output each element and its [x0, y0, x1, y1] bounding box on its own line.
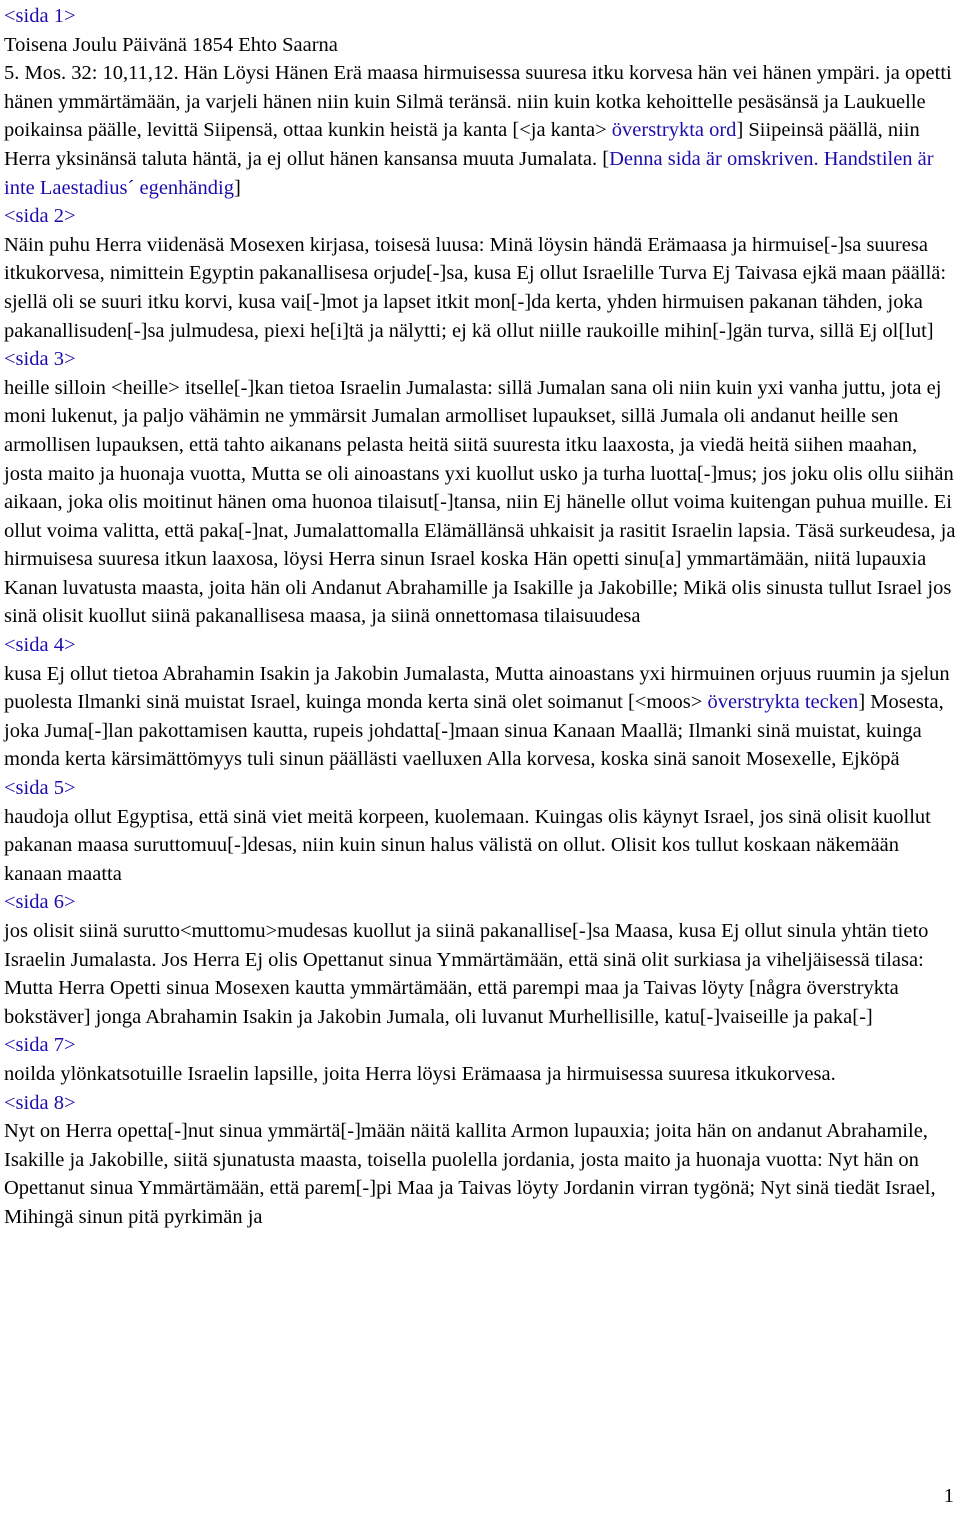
- page-marker: <sida 5>: [4, 777, 76, 800]
- page-number: 1: [943, 1485, 954, 1507]
- text-paragraph: [4, 1117, 958, 1231]
- editorial-note: Denna sida är omskriven. Handstilen är inte Laestadius´ egenhändig: [4, 147, 934, 199]
- text-paragraph: [4, 374, 958, 631]
- page-marker: <sida 7>: [4, 1034, 76, 1057]
- text-segment: 5. Mos. 32: 10,11,12. Hän Löysi Hänen Erä maasa hirmuisessa suuresa itku korvesa hän vei hänen ympäri. ja opetti hänen ymmärtämään, ja varjeli hänen niin kuin Silmä teränsä. niin kuin kotka kehoittelle pesäsänsä ja Laukuelle poikainsa päälle, levittä Siipensä, ottaa kunkin heistä ja kanta [<ja kanta>: [4, 62, 952, 142]
- page-marker: <sida 6>: [4, 891, 76, 914]
- text-segment: ] Mosesta, joka Juma[-]lan pakottamisen kautta, rupeis johdatta[-]maan sinua Kanaan Maallä; Ilmanki sinä muistat, kuinga monda kerta kärsimättömyys tuli sinun päällästi vaelluxen Alla korvesa, koska sinä sanoit Mosexelle, Ejköpä: [4, 691, 944, 771]
- editorial-note: överstrykta ord: [611, 119, 737, 142]
- text-segment: ] Siipeinsä päällä, niin Herra yksinänsä taluta häntä, ja ej ollut hänen kansansa muuta Jumalata. [: [4, 119, 920, 170]
- page-marker: <sida 2>: [4, 205, 76, 228]
- text-paragraph: [4, 231, 958, 345]
- text-segment: kusa Ej ollut tietoa Abrahamin Isakin ja Jakobin Jumalasta, Mutta ainoastans yxi hirmuinen orjuus ruumin ja sjelun puolesta Ilmanki sinä muistat Israel, kuinga monda kerta sinä olet soimanut [<moos>: [4, 662, 950, 714]
- text-segment: ]: [233, 176, 241, 199]
- page-marker: <sida 1>: [4, 5, 76, 27]
- editorial-note: överstrykta tecken: [707, 691, 859, 714]
- page-marker: <sida 8>: [4, 1091, 76, 1114]
- text-paragraph: [4, 1060, 958, 1089]
- text-paragraph: [4, 59, 958, 202]
- text-segment: Näin puhu Herra viidenäsä Mosexen kirjasa, toisesä luusa: Minä löysin händä Erämaasa ja hirmuise[-]sa suuresa itkukorvesa, nimittein Egyptin pakanallisesa orjude[-]sa, kusa Ej ollut Israelille Turva Ej Taivasa ejkä maan päällä: sjellä oli se suuri itku korvi, kusa vai[-]mot ja lapset itkit mon[-]da kerta, yhden hirmuisen pakanan tähden, joka pakanallisuden[-]sa julmudesa, piexi he[i]tä ja nälytti; ej kä ollut niille raukoille mihin[-]gän turva, sillä Ej ol[lut]: [4, 233, 947, 342]
- text-segment: haudoja ollut Egyptisa, että sinä viet meitä korpeen, kuolemaan. Kuingas olis käynyt Israel, jos sinä olisit kuollut pakanan maasa suruttomuu[-]desas, niin kuin sinun halus välistä on ollut. Olisit kos tullut koskaan näkemään kanaan maatta: [4, 805, 931, 885]
- text-segment: noilda ylönkatsotuille Israelin lapsille, joita Herra löysi Erämaasa ja hirmuisessa suuresa itkukorvesa.: [4, 1062, 836, 1085]
- text-paragraph: [4, 660, 958, 774]
- page-marker: <sida 3>: [4, 348, 76, 371]
- text-segment: Nyt on Herra opetta[-]nut sinua ymmärtä[-]mään näitä kallita Armon lupauxia; joita hän on andanut Abrahamile, Isakille ja Jakobille, siitä sjunatusta maasta, toisella puolella jordania, josta maito ja huonaja vuotta: Nyt hän on Opettanut sinua Ymmärtämään, että parem[-]pi Maa ja Taivas löyty Jordanin virran tygönä; Nyt sinä tiedät Israel, Mihingä sinun pitä pyrkimän ja: [4, 1120, 936, 1228]
- text-paragraph: [4, 803, 958, 889]
- text-paragraph: [4, 917, 958, 1031]
- page-marker: <sida 4>: [4, 634, 76, 657]
- text-segment: heille silloin <heille> itselle[-]kan tietoa Israelin Jumalasta: sillä Jumalan sana oli niin kuin yxi vanha juttu, jota ej moni lukenut, ja paljo vähämin ne ymmärsit Jumalan armolliset lupaukset, sillä Jumala oli andanut heille sen armollisen lupauksen, että tahto aikanans pelasta heitä siitä suuresta itku laaxosta, ja viedä heitä siihen maahan, josta maito ja huonaja vuotta, Mutta se oli ainoastans yxi kuollut usko ja turha luotta[-]mus; jos joku olis ollu siihän aikaan, joka olis moitinut hänen oma huonoa tilaisut[-]tansa, niin Ej hänelle ollut voima kuitengan puhua muille. Ei ollut voima valitta, että paka[-]nat, Jumalattomalla Elämällänsä uhkaisit ja rasitit Israelin lapsia. Täsä surkeudesa, ja hirmuisesa suuresa itkun laaxosa, löysi Herra sinun Israel koska Hän opetti sinu[a] ymmartämään, niitä lupauxia Kanan luvatusta maasta, joita hän oli Andanut Abrahamille ja Isakille ja Jakobille; Mikä olis sinusta tullut Israel jos sinä olisit kuollut siinä pakanallisesa maasa, ja siinä onnettomasa tilaisuudesa: [4, 376, 956, 628]
- text-segment: jos olisit siinä surutto<muttomu>mudesas kuollut ja siinä pakanallise[-]sa Maasa, kusa Ej ollut sinula yhtän tieto Israelin Jumalasta. Jos Herra Ej olis Opettanut sinua Ymmärtämään, että sinä olit surkiasa ja viheljäisessä tilasa: Mutta Herra Opetti sinua Mosexen kautta ymmärtämään, että parempi maa ja Taivas löyty [några överstrykta bokstäver] jonga Abrahamin Isakin ja Jakobin Jumala, oli luvanut Murhellisille, katu[-]vaiseille ja paka[-]: [4, 920, 929, 1028]
- text-paragraph: [4, 31, 958, 60]
- transcription-document: [4, 2, 958, 1232]
- text-segment: Toisena Joulu Päivänä 1854 Ehto Saarna: [4, 33, 338, 56]
